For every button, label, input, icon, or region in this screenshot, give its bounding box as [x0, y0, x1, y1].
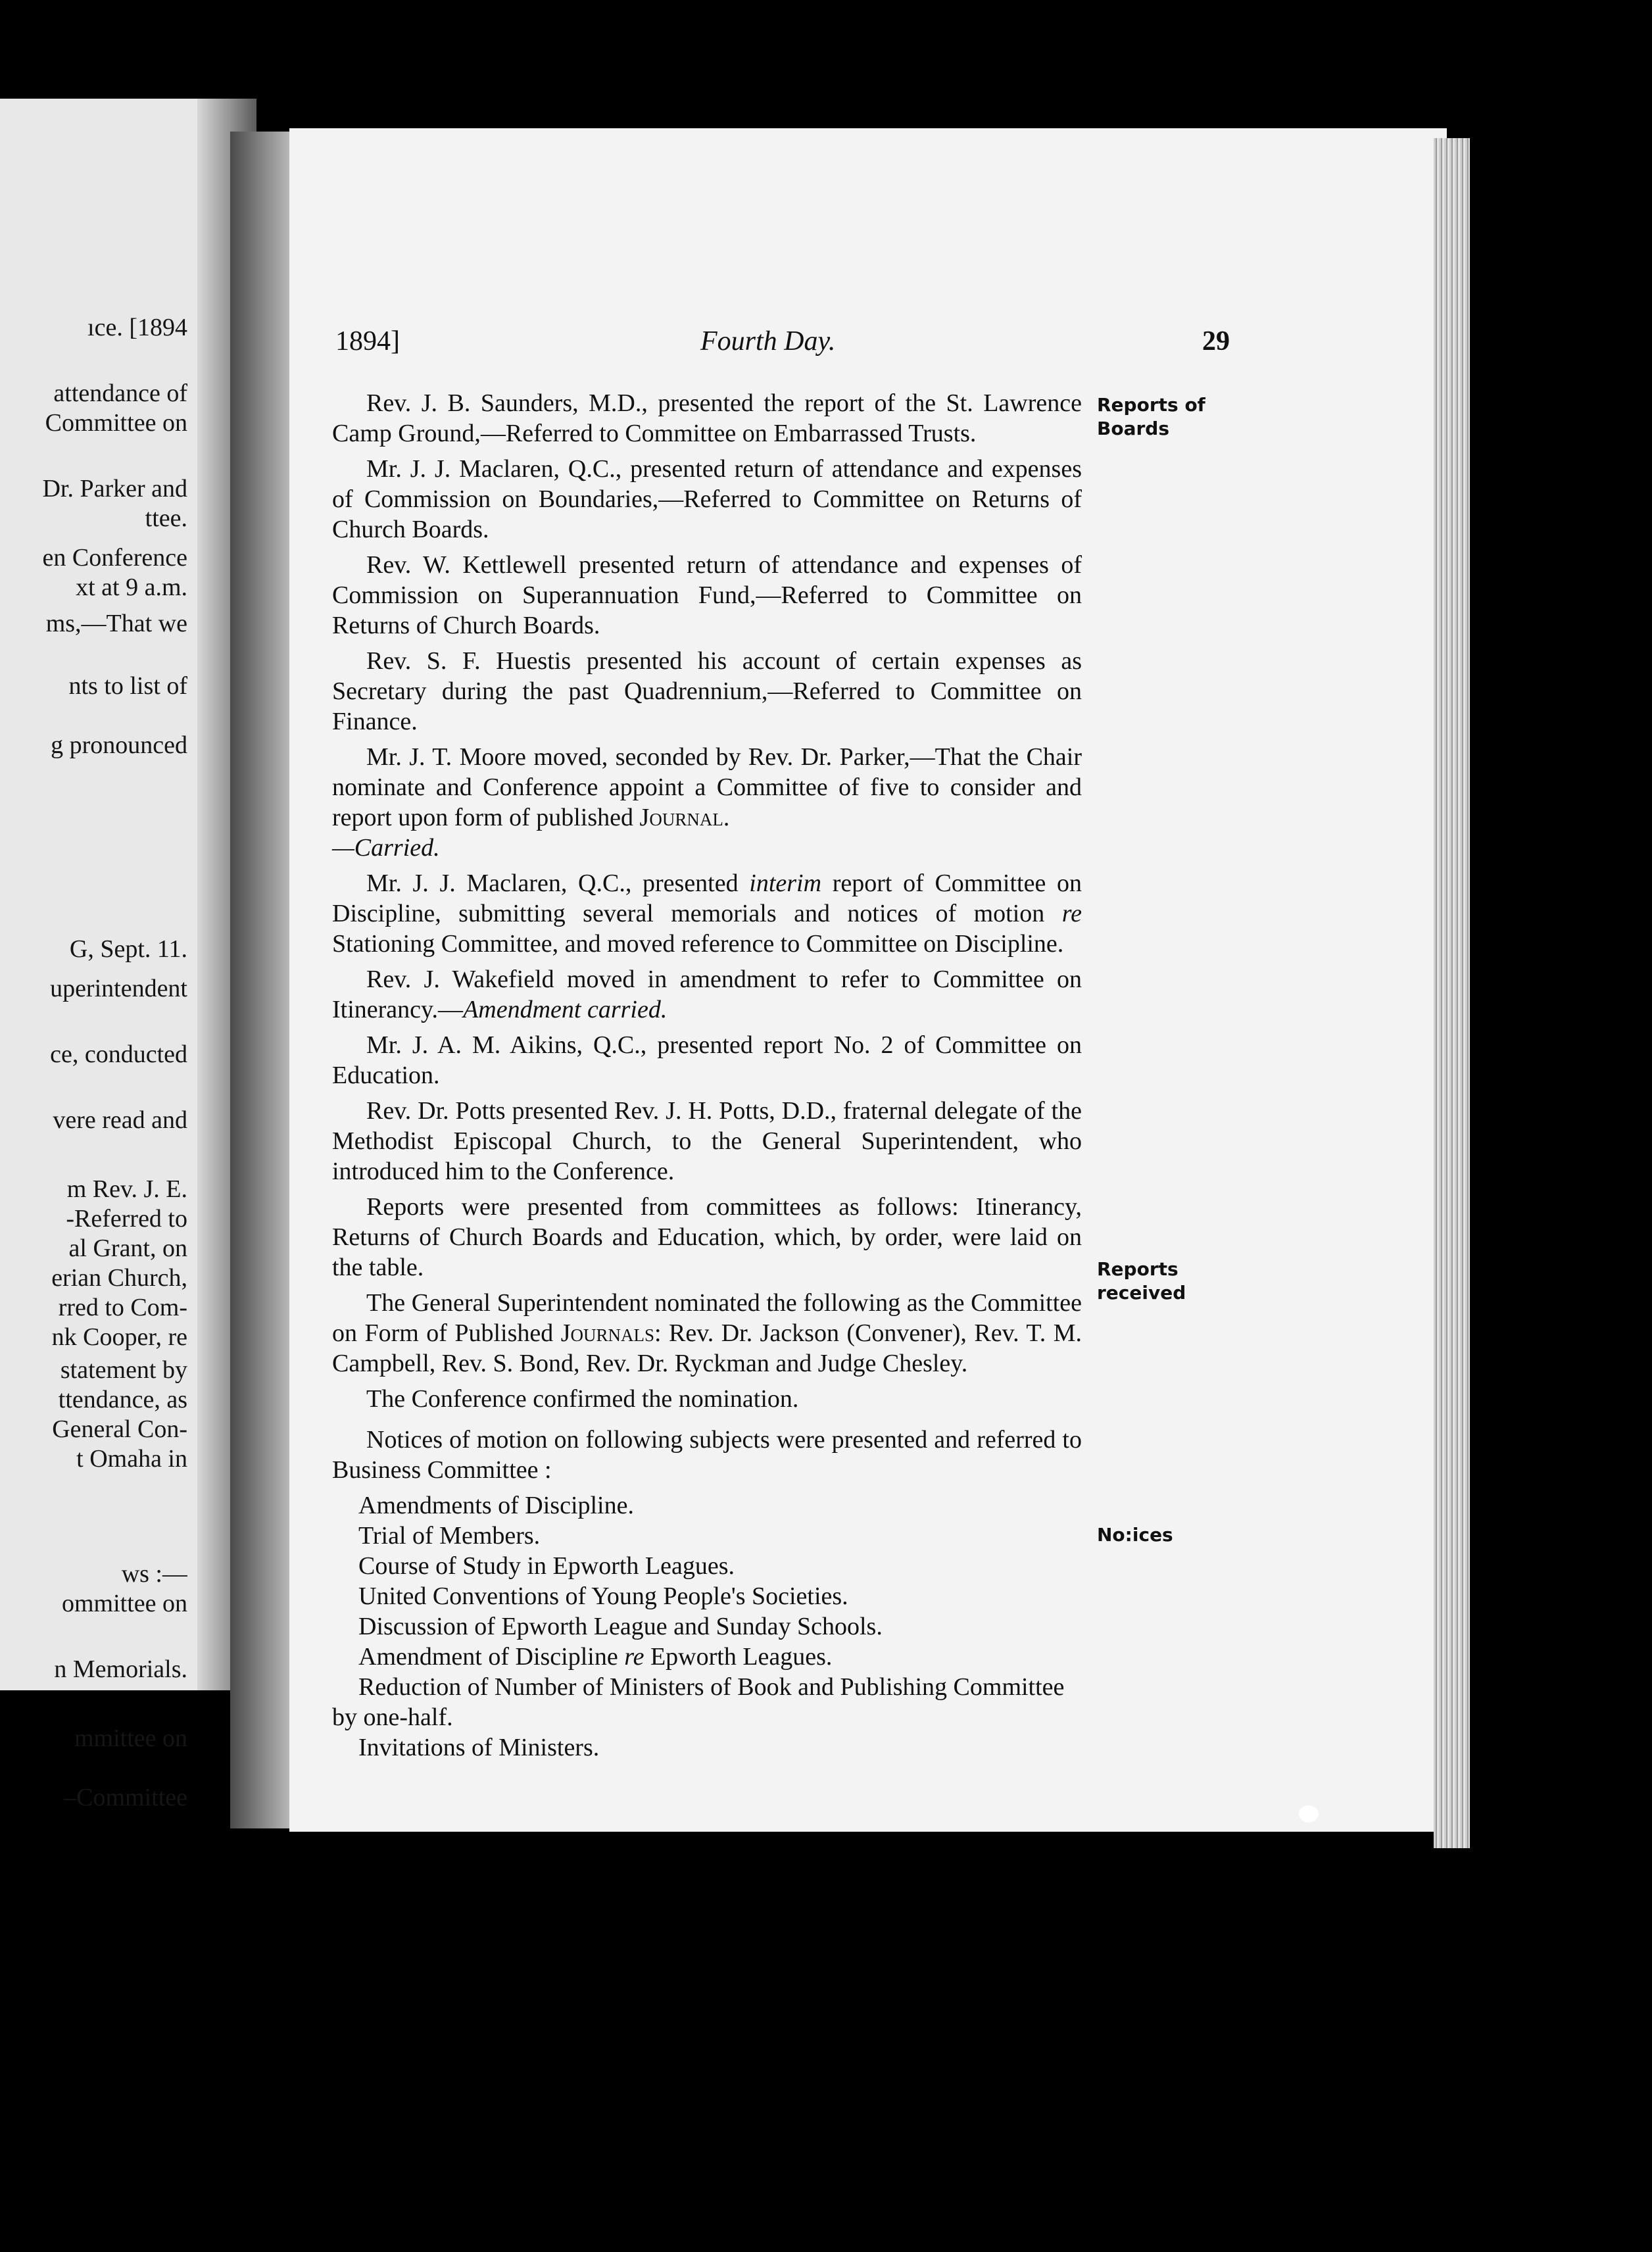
paragraph: Mr. J. T. Moore moved, seconded by Rev. Dr. Parker,—That the Chair nominate and Conference appoint a Committee of five to consider and report upon form of published Journal. —Carried.	[332, 743, 1082, 862]
list-item: United Conventions of Young People's Societies.	[358, 1582, 848, 1610]
left-page-line: Committee on	[45, 409, 187, 437]
left-page-line: nk Cooper, re	[51, 1323, 187, 1351]
left-page-line: t Omaha in	[76, 1445, 187, 1473]
list-item: Reduction of Number of Ministers of Book and Publishing Committee by one-half.	[332, 1673, 1065, 1731]
left-page-line: nts to list of	[68, 672, 187, 700]
left-page-line: mmittee on	[74, 1725, 187, 1752]
paragraph: The General Superintendent nominated the following as the Committee on Form of Published Journals: Rev. Dr. Jackson (Convener), Rev. T. M. Campbell, Rev. S. Bond, Rev. Dr. Ryckman and Judge Chesley.	[332, 1289, 1082, 1377]
paragraph: Mr. J. A. M. Aikins, Q.C., presented report No. 2 of Committee on Education.	[332, 1031, 1082, 1089]
list-item: Amendments of Discipline.	[358, 1492, 634, 1519]
paragraph: Rev. S. F. Huestis presented his account of certain expenses as Secretary during the past Quadrennium,—Referred to Committee on Finance.	[332, 647, 1082, 735]
page-body	[332, 388, 1082, 1763]
left-page-line: xt at 9 a.m.	[76, 574, 187, 601]
page-number: 29	[1202, 326, 1230, 356]
list-item: Course of Study in Epworth Leagues.	[358, 1552, 735, 1580]
left-page-line: vere read and	[53, 1106, 187, 1134]
left-page-line: attendance of	[53, 379, 187, 407]
left-page-line: ce, conducted	[50, 1040, 187, 1068]
list-item: Invitations of Ministers.	[358, 1734, 600, 1761]
left-page-line: statement by	[60, 1356, 187, 1384]
left-page-line: n Memorials.	[54, 1655, 187, 1683]
left-page-line: m Rev. J. E.	[66, 1175, 187, 1203]
paragraph: Notices of motion on following subjects were presented and referred to Business Committee :	[332, 1426, 1082, 1484]
left-page-line: uperintendent	[50, 975, 187, 1002]
paragraph: Mr. J. J. Maclaren, Q.C., presented return of attendance and expenses of Commission on Boundaries,—Referred to Committee on Returns of Church Boards.	[332, 455, 1082, 543]
left-page-line: ttendance, as	[58, 1386, 187, 1413]
left-page-line: ms,—That we	[45, 610, 187, 637]
left-page-line: ttee.	[145, 504, 187, 532]
paragraph: Rev. J. Wakefield moved in amendment to refer to Committee on Itinerancy.—Amendment carried.	[332, 966, 1082, 1023]
left-page-line: ıce. [1894	[87, 314, 187, 341]
left-page-line: –Committee	[64, 1784, 187, 1811]
left-page-line: General Con-	[52, 1415, 187, 1443]
list-item: Amendment of Discipline re Epworth Leagues.	[358, 1643, 833, 1671]
paragraph: Rev. Dr. Potts presented Rev. J. H. Potts, D.D., fraternal delegate of the Methodist Episcopal Church, to the General Superintendent, who introduced him to the Conference.	[332, 1097, 1082, 1185]
paragraph: Rev. W. Kettlewell presented return of attendance and expenses of Commission on Superannuation Fund,—Referred to Committee on Returns of Church Boards.	[332, 551, 1082, 639]
left-page-line: en Conference	[42, 544, 187, 572]
paragraph: Rev. J. B. Saunders, M.D., presented the report of the St. Lawrence Camp Ground,—Referred to Committee on Embarrassed Trusts.	[332, 389, 1082, 447]
list-item: Trial of Members.	[358, 1522, 541, 1550]
header-year: 1894]	[335, 326, 400, 356]
paragraph: Reports were presented from committees as follows: Itinerancy, Returns of Church Boards and Education, which, by order, were laid on the table.	[332, 1193, 1082, 1281]
margin-note-reports-of-boards: Reports of Boards	[1097, 394, 1205, 439]
page-edges	[1434, 138, 1470, 1848]
left-page-line: g pronounced	[51, 731, 187, 759]
running-header	[335, 326, 1230, 365]
left-page-line: ommittee on	[61, 1590, 187, 1617]
list-item: Discussion of Epworth League and Sunday Schools.	[358, 1613, 883, 1640]
margin-note-notices: No:ices	[1097, 1524, 1173, 1546]
left-page-line: erian Church,	[51, 1264, 187, 1292]
left-page-line: rred to Com-	[58, 1294, 187, 1321]
paragraph: The Conference confirmed the nomination.	[366, 1385, 799, 1413]
margin-note-reports-received: Reports received	[1097, 1258, 1186, 1304]
left-page-line: G, Sept. 11.	[69, 935, 187, 963]
left-page-line: ws :—	[121, 1560, 187, 1588]
left-page-line: al Grant, on	[68, 1235, 187, 1262]
left-page-line: Dr. Parker and	[42, 475, 187, 502]
header-title: Fourth Day.	[700, 326, 836, 356]
paragraph: Mr. J. J. Maclaren, Q.C., presented interim report of Committee on Discipline, submitting several memorials and notices of motion re Stationing Committee, and moved reference to Committee on Discipline.	[332, 869, 1082, 958]
paper-blemish	[1299, 1805, 1319, 1823]
left-page-line: -Referred to	[66, 1205, 187, 1233]
